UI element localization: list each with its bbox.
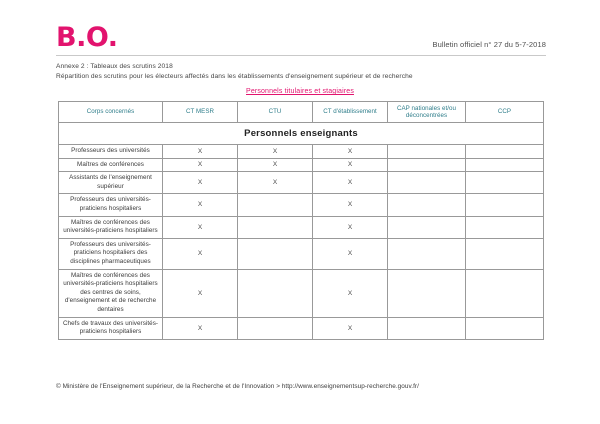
table-section-row (59, 123, 544, 145)
masthead-divider (56, 55, 546, 56)
table-row (59, 145, 544, 159)
row-cell-ctetab: X (313, 317, 388, 339)
row-cell-cap (388, 238, 466, 269)
table-header (59, 102, 544, 123)
column-header-ccp: CCP (466, 102, 544, 123)
table-row (59, 158, 544, 172)
row-cell-ccp (466, 158, 544, 172)
row-cell-cap (388, 145, 466, 159)
subheader (56, 62, 556, 82)
row-cell-cap (388, 269, 466, 317)
table-row (59, 216, 544, 238)
column-header-ctetab: CT d'établissement (313, 102, 388, 123)
row-cell-ctmesr: X (163, 194, 238, 216)
table-row (59, 238, 544, 269)
row-cell-ccp (466, 194, 544, 216)
row-cell-ctu: X (238, 145, 313, 159)
row-cell-cap (388, 216, 466, 238)
row-cell-ccp (466, 269, 544, 317)
row-cell-ccp (466, 145, 544, 159)
row-cell-ctu (238, 317, 313, 339)
row-cell-ctmesr: X (163, 172, 238, 194)
row-corps-label: Maîtres de conférences des universités-praticiens hospitaliers (59, 216, 163, 238)
row-cell-ctu (238, 194, 313, 216)
row-cell-ctmesr: X (163, 269, 238, 317)
row-cell-ctu (238, 216, 313, 238)
row-cell-ccp (466, 216, 544, 238)
row-cell-cap (388, 317, 466, 339)
row-cell-ctetab: X (313, 172, 388, 194)
page-footer: © Ministère de l'Enseignement supérieur, de la Recherche et de l'Innovation > http://www.enseignementsup-recherche.gouv.fr/ (56, 383, 419, 390)
table-header-row (59, 102, 544, 123)
scrutins-table (58, 101, 544, 340)
row-corps-label: Professeurs des universités (59, 145, 163, 159)
row-cell-cap (388, 194, 466, 216)
row-cell-ctu (238, 269, 313, 317)
row-cell-ctetab: X (313, 216, 388, 238)
column-header-ctu: CTU (238, 102, 313, 123)
row-cell-ctmesr: X (163, 216, 238, 238)
row-corps-label: Professeurs des universités-praticiens hospitaliers (59, 194, 163, 216)
column-header-ctmesr: CT MESR (163, 102, 238, 123)
annexe-line: Annexe 2 : Tableaux des scrutins 2018 (56, 63, 173, 70)
row-cell-ccp (466, 238, 544, 269)
row-cell-ccp (466, 172, 544, 194)
row-cell-cap (388, 158, 466, 172)
row-cell-ctetab: X (313, 238, 388, 269)
row-cell-ctu: X (238, 172, 313, 194)
table-row (59, 317, 544, 339)
table-row (59, 194, 544, 216)
column-header-corps: Corps concernés (59, 102, 163, 123)
row-cell-ctu: X (238, 158, 313, 172)
section-row-label: Personnels enseignants (59, 123, 544, 145)
row-cell-ctetab: X (313, 269, 388, 317)
scrutins-table-wrapper (58, 101, 543, 340)
row-cell-ccp (466, 317, 544, 339)
bo-logo: B.O. (56, 22, 118, 53)
row-cell-ctu (238, 238, 313, 269)
row-cell-ctetab: X (313, 158, 388, 172)
row-cell-ctetab: X (313, 145, 388, 159)
row-corps-label: Assistants de l'enseignement supérieur (59, 172, 163, 194)
column-header-cap: CAP nationales et/ou déconcentrées (388, 102, 466, 123)
row-corps-label: Maîtres de conférences des universités-praticiens hospitaliers des centres de soins, d'enseignement et de recherche dentaires (59, 269, 163, 317)
row-corps-label: Maîtres de conférences (59, 158, 163, 172)
row-cell-ctmesr: X (163, 238, 238, 269)
masthead (56, 22, 546, 58)
row-corps-label: Chefs de travaux des universités-praticiens hospitaliers (59, 317, 163, 339)
row-cell-cap (388, 172, 466, 194)
repartition-line: Répartition des scrutins pour les électeurs affectés dans les établissements d'enseignement supérieur et de recherche (56, 73, 413, 80)
table-row (59, 172, 544, 194)
row-corps-label: Professeurs des universités-praticiens hospitaliers des disciplines pharmaceutiques (59, 238, 163, 269)
table-body (59, 123, 544, 340)
row-cell-ctmesr: X (163, 145, 238, 159)
bulletin-reference: Bulletin officiel n° 27 du 5-7-2018 (432, 40, 546, 49)
row-cell-ctmesr: X (163, 317, 238, 339)
row-cell-ctmesr: X (163, 158, 238, 172)
section-title: Personnels titulaires et stagiaires (246, 88, 354, 95)
row-cell-ctetab: X (313, 194, 388, 216)
table-row (59, 269, 544, 317)
